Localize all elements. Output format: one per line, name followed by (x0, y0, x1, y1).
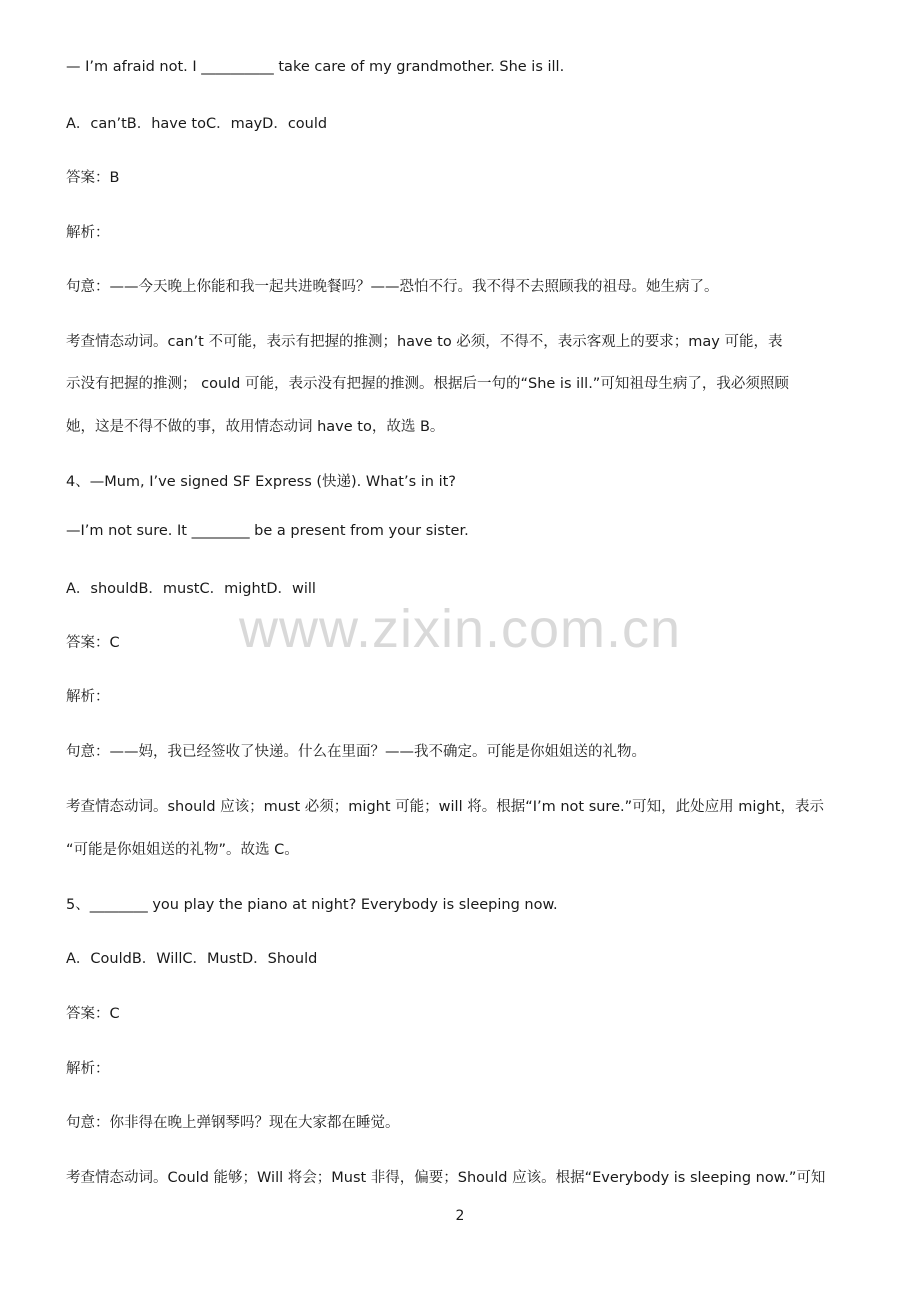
q3-answer: 答案：B (66, 170, 120, 186)
q4-analysis-label: 解析： (66, 689, 110, 705)
q4-stem-line-1: 4、—Mum, I’ve signed SF Express (快递). What’s in it? (66, 474, 456, 490)
q3-explanation-line-2: 示没有把握的推测； could 可能，表示没有把握的推测。根据后一句的“She is ill.”可知祖母生病了，我必须照顾 (66, 376, 789, 392)
q4-explanation-line-1: 考查情态动词。should 应该；must 必须；might 可能；will 将。根据“I’m not sure.”可知，此处应用 might，表示 (66, 799, 824, 815)
q4-stem-line-2: —I’m not sure. It ________ be a present from your sister. (66, 523, 469, 539)
q5-stem: 5、________ you play the piano at night? Everybody is sleeping now. (66, 897, 558, 913)
q5-answer: 答案：C (66, 1006, 120, 1022)
q3-options: A．can’tB．have toC．mayD．could (66, 116, 328, 132)
q3-explanation-line-1: 考查情态动词。can’t 不可能，表示有把握的推测；have to 必须，不得不，表示客观上的要求；may 可能，表 (66, 334, 783, 350)
q4-options: A．shouldB．mustC．mightD．will (66, 581, 316, 597)
page-number: 2 (455, 1208, 465, 1224)
q5-options: A．CouldB．WillC．MustD．Should (66, 951, 318, 967)
q4-meaning: 句意：——妈，我已经签收了快递。什么在里面？——我不确定。可能是你姐姐送的礼物。 (66, 744, 646, 760)
q5-explanation-line-1: 考查情态动词。Could 能够；Will 将会；Must 非得，偏要；Should 应该。根据“Everybody is sleeping now.”可知 (66, 1170, 826, 1186)
q3-analysis-label: 解析： (66, 225, 110, 241)
q3-explanation-line-3: 她，这是不得不做的事，故用情态动词 have to，故选 B。 (66, 419, 445, 435)
q3-stem-continued: — I’m afraid not. I __________ take care of my grandmother. She is ill. (66, 59, 565, 75)
q3-meaning: 句意：——今天晚上你能和我一起共进晚餐吗？——恐怕不行。我不得不去照顾我的祖母。她生病了。 (66, 279, 719, 295)
q4-answer: 答案：C (66, 635, 120, 651)
watermark: www.zixin.com.cn (238, 599, 682, 659)
q5-meaning: 句意：你非得在晚上弹钢琴吗？现在大家都在睡觉。 (66, 1115, 400, 1131)
q5-analysis-label: 解析： (66, 1061, 110, 1077)
q4-explanation-line-2: “可能是你姐姐送的礼物”。故选 C。 (66, 842, 299, 858)
